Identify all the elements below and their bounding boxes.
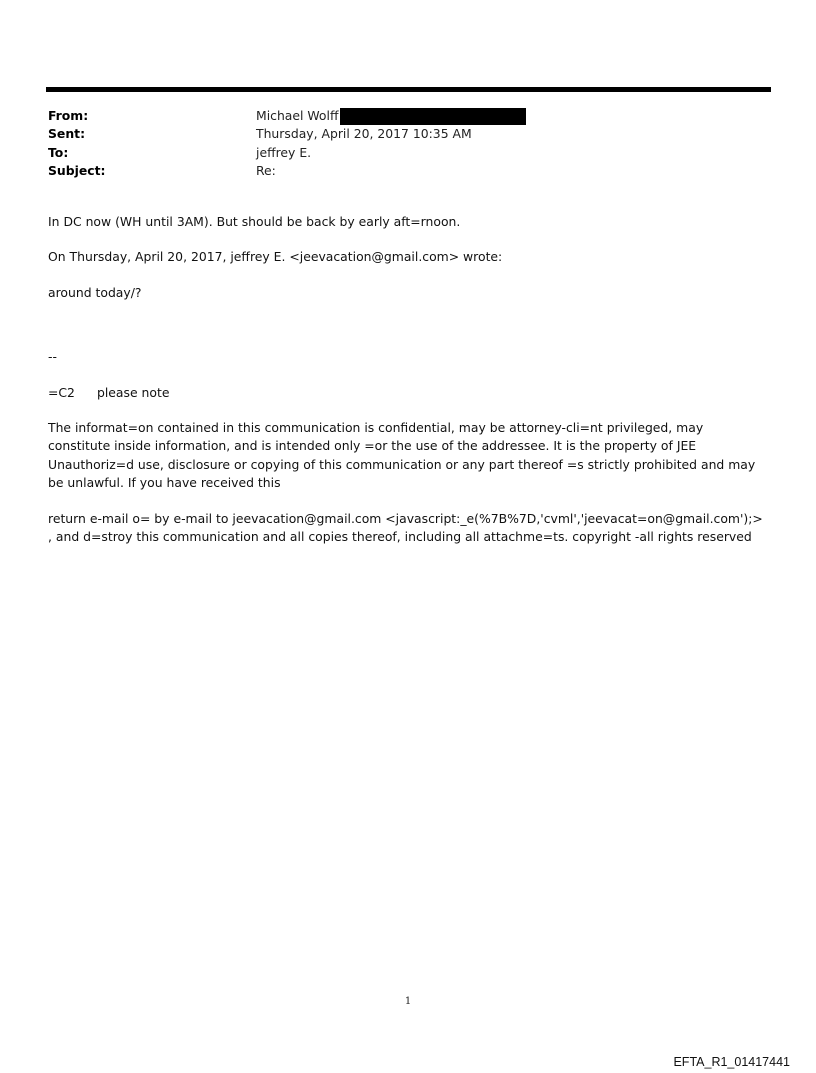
document-id: EFTA_R1_01417441 — [673, 1055, 790, 1069]
sent-label: Sent: — [48, 126, 86, 142]
redaction-block — [340, 108, 526, 125]
quoted-attribution: On Thursday, April 20, 2017, jeffrey E. <jeevacation@gmail.com> wrote: — [48, 249, 503, 265]
to-value: jeffrey E. — [256, 144, 312, 160]
from-row — [48, 107, 768, 125]
header-rule — [46, 87, 771, 92]
encoding-artifact: =C2 — [48, 384, 75, 400]
to-label: To: — [48, 144, 69, 160]
from-label: From: — [48, 108, 89, 123]
sent-row — [48, 125, 768, 143]
please-note-row — [48, 384, 768, 402]
confidentiality-notice: The informat=on contained in this communication is confidential, may be attorney-cli=nt privileged, may constitute inside information, and is intended only =or the use of the addressee. It is the property of JEE Unauthoriz=d use, disclosure or copying of this communication or any part thereof =s strictly prohibited and may be unlawful. If you have received this — [48, 420, 760, 491]
subject-label: Subject: — [48, 163, 106, 179]
email-header — [48, 107, 768, 181]
subject-value: Re: — [256, 163, 276, 179]
email-body — [48, 213, 768, 546]
page-number: 1 — [404, 996, 412, 1007]
to-row — [48, 144, 768, 162]
signature-separator: -- — [48, 349, 57, 365]
return-notice: return e-mail o= by e-mail to jeevacation@gmail.com <javascript:_e(%7B%7D,'cvml','jeevacat=on@gmail.com');> , and d=stroy this communication and all copies thereof, including all attachme=ts. copyright -all rights reserved — [48, 510, 767, 545]
sent-value: Thursday, April 20, 2017 10:35 AM — [256, 126, 472, 142]
body-line-reply: In DC now (WH until 3AM). But should be back by early aft=rnoon. — [48, 214, 461, 229]
quoted-message: around today/? — [48, 284, 142, 300]
please-note-text: please note — [97, 384, 170, 400]
subject-row — [48, 162, 768, 180]
from-value: Michael Wolff — [256, 108, 339, 123]
